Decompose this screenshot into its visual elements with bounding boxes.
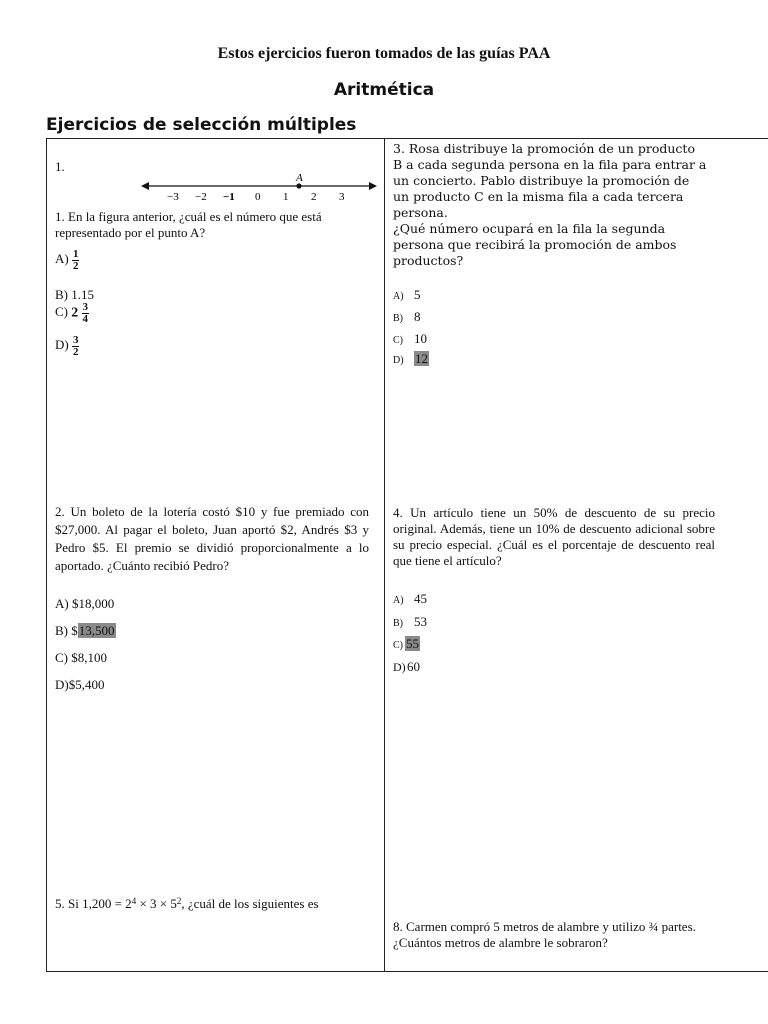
tick-label: 1 [283, 191, 289, 203]
option-label: C) [393, 335, 403, 346]
q3-option-b[interactable] [393, 309, 421, 327]
option-label: B) $ [55, 623, 78, 638]
q5-text: 5. Si $1,200 = 2^4 \times 3 \times 5^2$, ¿cuál de los siguientes es [55, 896, 319, 911]
option-value: 60 [407, 659, 420, 674]
left-arrow-icon [141, 182, 149, 190]
option-value: 8 [414, 309, 421, 324]
q2-option-c[interactable]: C) $8,100 [55, 650, 107, 665]
q4-option-c[interactable] [393, 636, 420, 654]
option-label: A) [393, 595, 404, 606]
option-label: B) [393, 313, 403, 324]
highlighted-answer: 12 [415, 351, 428, 366]
q2-option-a[interactable]: A) $18,000 [55, 596, 115, 611]
option-label: D) [393, 660, 406, 674]
option-value: 45 [414, 591, 427, 606]
q1-option-a[interactable] [55, 249, 79, 272]
number-line-figure [139, 169, 379, 205]
exercise-table [46, 138, 768, 972]
option-value: 5 [414, 287, 421, 302]
q4-option-a[interactable] [393, 591, 427, 609]
column-divider [384, 139, 385, 971]
option-label: A) [393, 291, 404, 302]
q1-option-b[interactable] [55, 287, 94, 303]
tick-label: 2 [311, 191, 317, 203]
fraction: $\frac{1}{2}$ [72, 248, 79, 272]
option-label: B) [55, 287, 68, 302]
point-a-label: A [296, 172, 303, 184]
option-label: B) [393, 618, 403, 629]
q4-option-d[interactable] [393, 659, 420, 675]
highlighted-answer: 55 [406, 636, 419, 651]
option-value: 53 [414, 614, 427, 629]
q4-text: 4. Un artículo tiene un 50% de descuento de su precio original. Además, tiene un 10% de descuento adicional sobre su precio especial. ¿Cuál es el porcentaje de descuento real que tiene el artículo? [393, 505, 715, 568]
q3-option-a[interactable] [393, 287, 421, 305]
tick-label: 3 [339, 191, 345, 203]
tick-label: −3 [167, 191, 179, 203]
fraction: $\frac{3}{2}$ [72, 334, 79, 358]
q2-option-b[interactable] [55, 623, 116, 639]
q1-option-d[interactable] [55, 335, 79, 358]
q2-text: 2. Un boleto de la lotería costó $10 y fue premiado con $27,000. Al pagar el boleto, Juan aportó $2, Andrés $3 y Pedro $5. El premio se dividió proporcionalmente a lo aportado. ¿Cuánto recibió Pedro? [55, 504, 369, 573]
tick-label: 0 [255, 191, 261, 203]
option-label: D) [55, 337, 69, 353]
highlighted-answer: 13,500 [78, 623, 115, 638]
q1-option-c[interactable] [55, 302, 89, 325]
q1-text: 1. En la figura anterior, ¿cuál es el número que está representado por el punto A? [55, 209, 322, 240]
option-value: 10 [414, 331, 427, 346]
q2-option-d[interactable]: D)$5,400 [55, 677, 105, 692]
tick-label: −2 [195, 191, 207, 203]
right-arrow-icon [369, 182, 377, 190]
q1-number: 1. [55, 159, 65, 174]
option-label: C) [393, 640, 403, 651]
option-label: D) [393, 355, 404, 366]
tick-label: −1 [223, 191, 235, 203]
fraction: $\frac{3}{4}$ [82, 301, 88, 325]
q4-option-b[interactable] [393, 614, 427, 632]
option-label: A) [55, 251, 69, 267]
page-title: Aritmética [333, 80, 435, 100]
option-value: 1.15 [71, 287, 94, 302]
section-heading: Ejercicios de selección múltiples [46, 115, 357, 135]
point-a-marker [296, 183, 301, 188]
mixed-whole: 2 [71, 305, 79, 321]
source-note: Estos ejercicios fueron tomados de las guías PAA [217, 45, 551, 62]
option-label: C) [55, 304, 68, 320]
q3-option-c[interactable] [393, 331, 427, 349]
q8-text: 8. Carmen compró 5 metros de alambre y utilizo ¾ partes. ¿Cuántos metros de alambre le sobraron? [393, 919, 696, 950]
q3-option-d[interactable] [393, 351, 429, 369]
q3-text: 3. Rosa distribuye la promoción de un producto B a cada segunda persona en la fila para entrar a un concierto. Pablo distribuye la promoción de un producto C en la misma fila a cada tercera persona. ¿Qué número ocupará en la fila la segunda persona que recibirá la promoción de ambos productos? [393, 141, 707, 268]
